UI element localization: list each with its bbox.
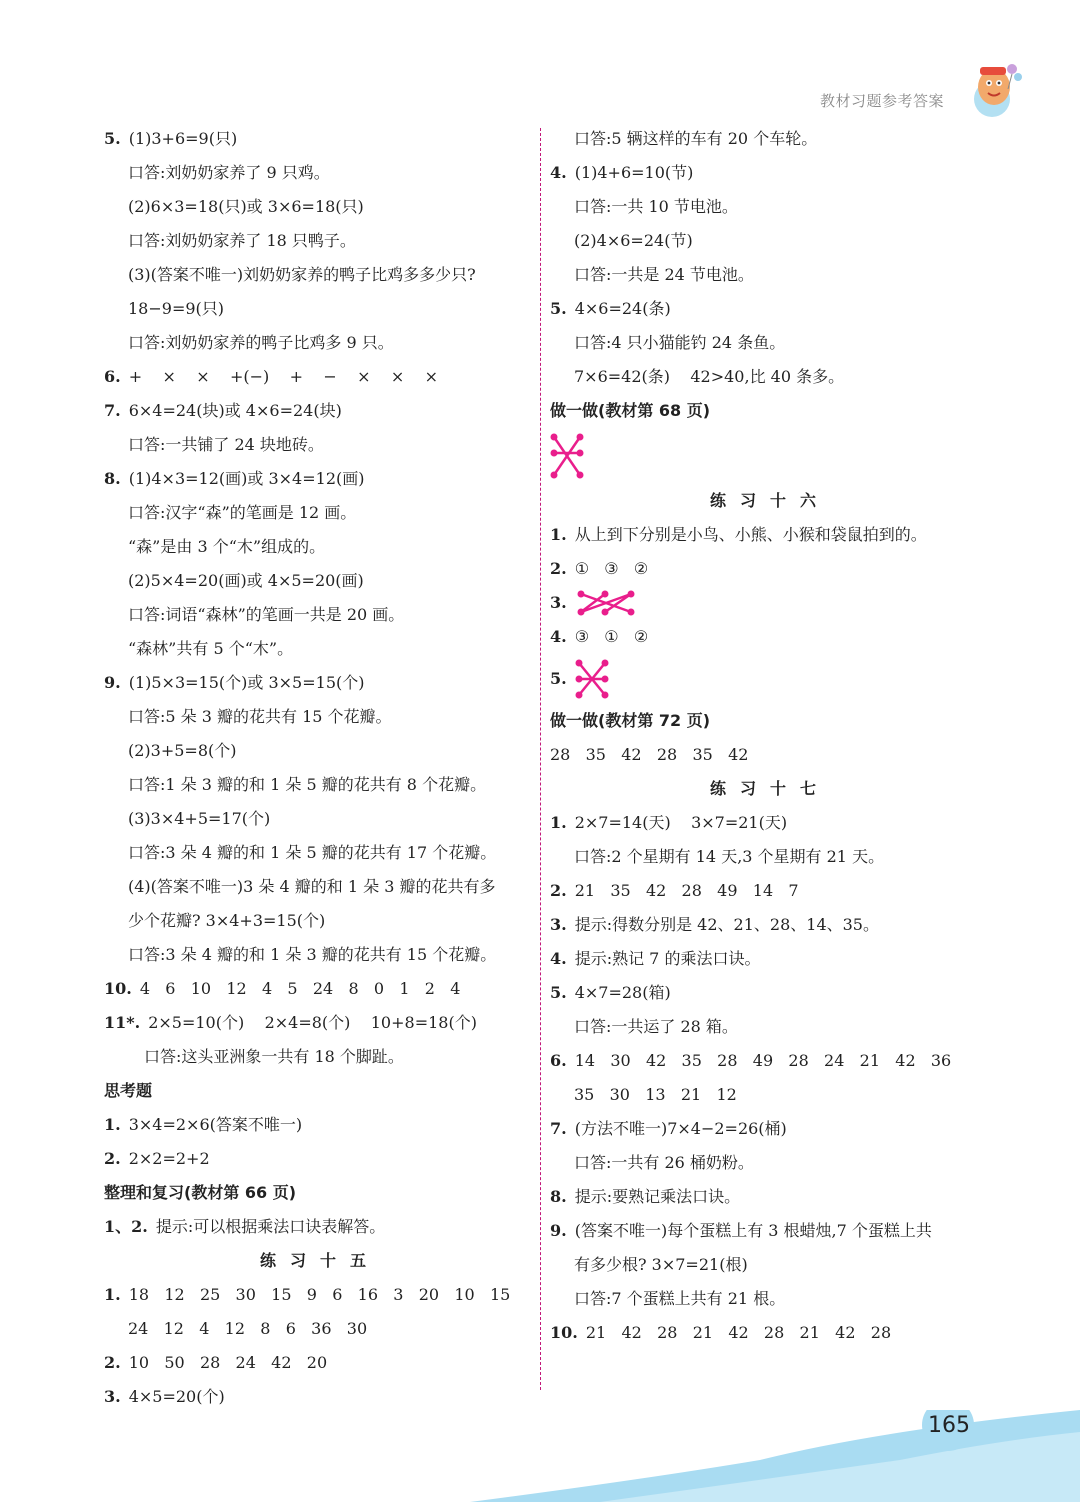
answer-text: 21 35 42 28 49 14 7 bbox=[574, 881, 799, 900]
answer-text: (方法不唯一)7×4−2=26(桶) bbox=[574, 1119, 787, 1138]
answer-text: 6×4=24(块)或 4×6=24(块) bbox=[128, 401, 342, 420]
question-number: 9. bbox=[104, 673, 121, 692]
question-number: 1. bbox=[550, 813, 567, 832]
answer-text: (答案不唯一)每个蛋糕上有 3 根蜡烛,7 个蛋糕上共 bbox=[574, 1221, 932, 1240]
answer-text: ③ ① ② bbox=[574, 627, 649, 646]
answer-text: 口答:4 只小猫能钓 24 条鱼。 bbox=[574, 333, 786, 352]
question-number: 2. bbox=[550, 881, 567, 900]
answer-line bbox=[550, 942, 990, 976]
answer-text: 有多少根? 3×7=21(根) bbox=[574, 1255, 748, 1274]
answer-text: 提示:得数分别是 42、21、28、14、35。 bbox=[574, 915, 879, 934]
answer-text: 口答:一共是 24 节电池。 bbox=[574, 265, 754, 284]
answer-line bbox=[104, 1278, 536, 1312]
answer-line bbox=[550, 1146, 990, 1180]
answer-line bbox=[104, 768, 536, 802]
question-number: 3. bbox=[550, 915, 567, 934]
answer-line bbox=[104, 496, 536, 530]
answer-text: (2)6×3=18(只)或 3×6=18(只) bbox=[128, 197, 364, 216]
answer-text: 口答:5 辆这样的车有 20 个车轮。 bbox=[574, 129, 818, 148]
answer-line bbox=[550, 1248, 990, 1282]
answer-line bbox=[104, 190, 536, 224]
answer-text: 3×4=2×6(答案不唯一) bbox=[128, 1115, 303, 1134]
answer-text: 2×2=2+2 bbox=[128, 1149, 210, 1168]
answer-text: 少个花瓣? 3×4+3=15(个) bbox=[128, 911, 326, 930]
exercise-title: 练习十六 bbox=[709, 491, 830, 510]
answer-text: 2×5=10(个) 2×4=8(个) 10+8=18(个) bbox=[148, 1013, 477, 1032]
answer-line bbox=[104, 122, 536, 156]
answer-line bbox=[550, 224, 990, 258]
section-heading: 思考题 bbox=[104, 1081, 153, 1100]
answer-line bbox=[550, 156, 990, 190]
answer-line bbox=[550, 976, 990, 1010]
question-number: 5. bbox=[104, 129, 121, 148]
answer-line bbox=[550, 1214, 990, 1248]
question-number: 1、2. bbox=[104, 1217, 148, 1236]
answer-text: (4)(答案不唯一)3 朵 4 瓣的和 1 朵 3 瓣的花共有多 bbox=[128, 877, 496, 896]
answer-line bbox=[550, 620, 990, 654]
answer-text: “森林”共有 5 个“木”。 bbox=[128, 639, 294, 658]
answer-line bbox=[550, 874, 990, 908]
answer-line bbox=[550, 292, 990, 326]
mascot-icon bbox=[962, 55, 1032, 125]
answer-text: 口答:3 朵 4 瓣的和 1 朵 3 瓣的花共有 15 个花瓣。 bbox=[128, 945, 497, 964]
answer-text: (2)5×4=20(画)或 4×5=20(画) bbox=[128, 571, 364, 590]
answer-line bbox=[104, 1006, 536, 1040]
question-number: 5. bbox=[550, 669, 567, 688]
answer-line bbox=[104, 1312, 536, 1346]
answer-text: 口答:这头亚洲象一共有 18 个脚趾。 bbox=[144, 1047, 404, 1066]
answer-text: 口答:2 个星期有 14 天,3 个星期有 21 天。 bbox=[574, 847, 885, 866]
answer-text: 口答:刘奶奶家养的鸭子比鸡多 9 只。 bbox=[128, 333, 394, 352]
answer-line bbox=[550, 1010, 990, 1044]
question-number: 10. bbox=[550, 1323, 578, 1342]
answer-text: 35 30 13 21 12 bbox=[574, 1085, 737, 1104]
answer-text: 口答:5 朵 3 瓣的花共有 15 个花瓣。 bbox=[128, 707, 392, 726]
answer-text: 2×7=14(天) 3×7=21(天) bbox=[574, 813, 788, 832]
answer-line bbox=[104, 1380, 536, 1414]
answer-text: “森”是由 3 个“木”组成的。 bbox=[128, 537, 326, 556]
answer-text: 18−9=9(只) bbox=[128, 299, 225, 318]
left-column bbox=[104, 122, 536, 1414]
question-number: 9. bbox=[550, 1221, 567, 1240]
footer-wave bbox=[0, 1410, 1080, 1502]
answer-text: 口答:3 朵 4 瓣的和 1 朵 5 瓣的花共有 17 个花瓣。 bbox=[128, 843, 497, 862]
answer-line bbox=[104, 1210, 536, 1244]
answer-text: 4×5=20(个) bbox=[128, 1387, 225, 1406]
answer-text: 4×7=28(箱) bbox=[574, 983, 671, 1002]
matching-diagram bbox=[550, 586, 990, 620]
question-number: 7. bbox=[104, 401, 121, 420]
exercise-title: 练习十五 bbox=[259, 1251, 380, 1270]
answer-line bbox=[104, 1142, 536, 1176]
answer-line bbox=[550, 552, 990, 586]
answer-line bbox=[550, 190, 990, 224]
question-number: 2. bbox=[104, 1149, 121, 1168]
question-number: 4. bbox=[550, 627, 567, 646]
answer-line bbox=[104, 802, 536, 836]
answer-text: ① ③ ② bbox=[574, 559, 649, 578]
question-number: 6. bbox=[104, 367, 121, 386]
answer-text: (1)5×3=15(个)或 3×5=15(个) bbox=[128, 673, 365, 692]
answer-text: (3)(答案不唯一)刘奶奶家养的鸭子比鸡多多少只? bbox=[128, 265, 476, 284]
answer-text: 从上到下分别是小鸟、小熊、小猴和袋鼠拍到的。 bbox=[574, 525, 927, 544]
answer-line bbox=[104, 700, 536, 734]
section-heading: 整理和复习(教材第 66 页) bbox=[104, 1183, 297, 1202]
answer-text: 口答:汉字“森”的笔画是 12 画。 bbox=[128, 503, 357, 522]
answer-line bbox=[550, 908, 990, 942]
answer-line bbox=[104, 156, 536, 190]
answer-text: 口答:1 朵 3 瓣的和 1 朵 5 瓣的花共有 8 个花瓣。 bbox=[128, 775, 487, 794]
question-number: 2. bbox=[104, 1353, 121, 1372]
answer-line bbox=[550, 122, 990, 156]
answer-line bbox=[550, 1112, 990, 1146]
exercise-title: 练习十七 bbox=[709, 779, 830, 798]
answer-text: (1)3+6=9(只) bbox=[128, 129, 238, 148]
answer-line bbox=[104, 836, 536, 870]
answer-line bbox=[104, 666, 536, 700]
section-heading: 做一做(教材第 68 页) bbox=[550, 401, 711, 420]
answer-text: 提示:熟记 7 的乘法口诀。 bbox=[574, 949, 761, 968]
answer-line bbox=[550, 806, 990, 840]
answer-line bbox=[104, 428, 536, 462]
answer-line bbox=[104, 972, 536, 1006]
answer-line bbox=[550, 738, 990, 772]
answer-text: (1)4×3=12(画)或 3×4=12(画) bbox=[128, 469, 365, 488]
answer-text: 口答:一共铺了 24 块地砖。 bbox=[128, 435, 324, 454]
answer-line bbox=[550, 1282, 990, 1316]
answer-line bbox=[550, 518, 990, 552]
answer-text: 28 35 42 28 35 42 bbox=[550, 745, 749, 764]
answer-line bbox=[104, 394, 536, 428]
answer-line bbox=[104, 258, 536, 292]
section-heading: 做一做(教材第 72 页) bbox=[550, 711, 711, 730]
answer-text: 10 50 28 24 42 20 bbox=[128, 1353, 328, 1372]
answer-line bbox=[550, 840, 990, 874]
answer-line bbox=[550, 1078, 990, 1112]
answer-line bbox=[104, 1108, 536, 1142]
page-number: 165 bbox=[928, 1413, 970, 1438]
answer-text: (2)4×6=24(节) bbox=[574, 231, 693, 250]
answer-text: 口答:一共运了 28 箱。 bbox=[574, 1017, 738, 1036]
question-number: 6. bbox=[550, 1051, 567, 1070]
answer-line bbox=[104, 462, 536, 496]
question-number: 1. bbox=[550, 525, 567, 544]
right-column bbox=[550, 122, 990, 1350]
question-number: 4. bbox=[550, 949, 567, 968]
matching-diagram bbox=[550, 428, 990, 484]
answer-text: 口答:刘奶奶家养了 18 只鸭子。 bbox=[128, 231, 356, 250]
answer-line bbox=[104, 870, 536, 904]
answer-text: 4×6=24(条) bbox=[574, 299, 671, 318]
answer-text: 口答:词语“森林”的笔画一共是 20 画。 bbox=[128, 605, 405, 624]
answer-line bbox=[104, 564, 536, 598]
question-number: 4. bbox=[550, 163, 567, 182]
answer-text: 提示:要熟记乘法口诀。 bbox=[574, 1187, 741, 1206]
matching-x-small-icon bbox=[575, 659, 609, 699]
answer-text: 口答:刘奶奶家养了 9 只鸡。 bbox=[128, 163, 330, 182]
question-number: 1. bbox=[104, 1285, 121, 1304]
answer-text: + × × +(−) + − × × × bbox=[128, 367, 438, 386]
question-number: 8. bbox=[550, 1187, 567, 1206]
answer-line bbox=[104, 530, 536, 564]
matching-x-icon bbox=[550, 431, 584, 481]
answer-text: 口答:一共 10 节电池。 bbox=[574, 197, 738, 216]
question-number: 3. bbox=[104, 1387, 121, 1406]
answer-line bbox=[550, 326, 990, 360]
answer-line bbox=[104, 292, 536, 326]
answer-line bbox=[104, 326, 536, 360]
matching-diagram bbox=[550, 654, 990, 704]
answer-line bbox=[104, 734, 536, 768]
answer-text: 24 12 4 12 8 6 36 30 bbox=[128, 1319, 368, 1338]
answer-text: 4 6 10 12 4 5 24 8 0 1 2 4 bbox=[139, 979, 461, 998]
answer-line bbox=[104, 1346, 536, 1380]
question-number: 5. bbox=[550, 983, 567, 1002]
question-number: 5. bbox=[550, 299, 567, 318]
question-number: 11*. bbox=[104, 1013, 141, 1032]
answer-line bbox=[550, 258, 990, 292]
answer-line bbox=[104, 360, 536, 394]
question-number: 1. bbox=[104, 1115, 121, 1134]
answer-line bbox=[104, 938, 536, 972]
question-number: 7. bbox=[550, 1119, 567, 1138]
answer-line bbox=[104, 632, 536, 666]
answer-line bbox=[104, 598, 536, 632]
answer-line bbox=[550, 360, 990, 394]
answer-line bbox=[550, 1180, 990, 1214]
answer-line bbox=[104, 904, 536, 938]
answer-text: (2)3+5=8(个) bbox=[128, 741, 237, 760]
answer-text: 18 12 25 30 15 9 6 16 3 20 10 15 bbox=[128, 1285, 511, 1304]
answer-text: (1)4+6=10(节) bbox=[574, 163, 694, 182]
question-number: 10. bbox=[104, 979, 132, 998]
answer-line bbox=[550, 1044, 990, 1078]
answer-line bbox=[104, 1040, 536, 1074]
question-number: 8. bbox=[104, 469, 121, 488]
answer-text: 14 30 42 35 28 49 28 24 21 42 36 bbox=[574, 1051, 952, 1070]
answer-text: 口答:7 个蛋糕上共有 21 根。 bbox=[574, 1289, 786, 1308]
answer-text: 口答:一共有 26 桶奶粉。 bbox=[574, 1153, 754, 1172]
question-number: 3. bbox=[550, 593, 567, 612]
answer-text: (3)3×4+5=17(个) bbox=[128, 809, 271, 828]
matching-cross-icon bbox=[575, 588, 637, 618]
question-number: 2. bbox=[550, 559, 567, 578]
answer-text: 提示:可以根据乘法口诀表解答。 bbox=[155, 1217, 386, 1236]
header-title: 教材习题参考答案 bbox=[820, 92, 945, 110]
answer-line bbox=[104, 224, 536, 258]
column-divider bbox=[540, 128, 541, 1390]
answer-text: 7×6=42(条) 42>40,比 40 条多。 bbox=[574, 367, 845, 386]
answer-line bbox=[550, 1316, 990, 1350]
answer-text: 21 42 28 21 42 28 21 42 28 bbox=[585, 1323, 892, 1342]
